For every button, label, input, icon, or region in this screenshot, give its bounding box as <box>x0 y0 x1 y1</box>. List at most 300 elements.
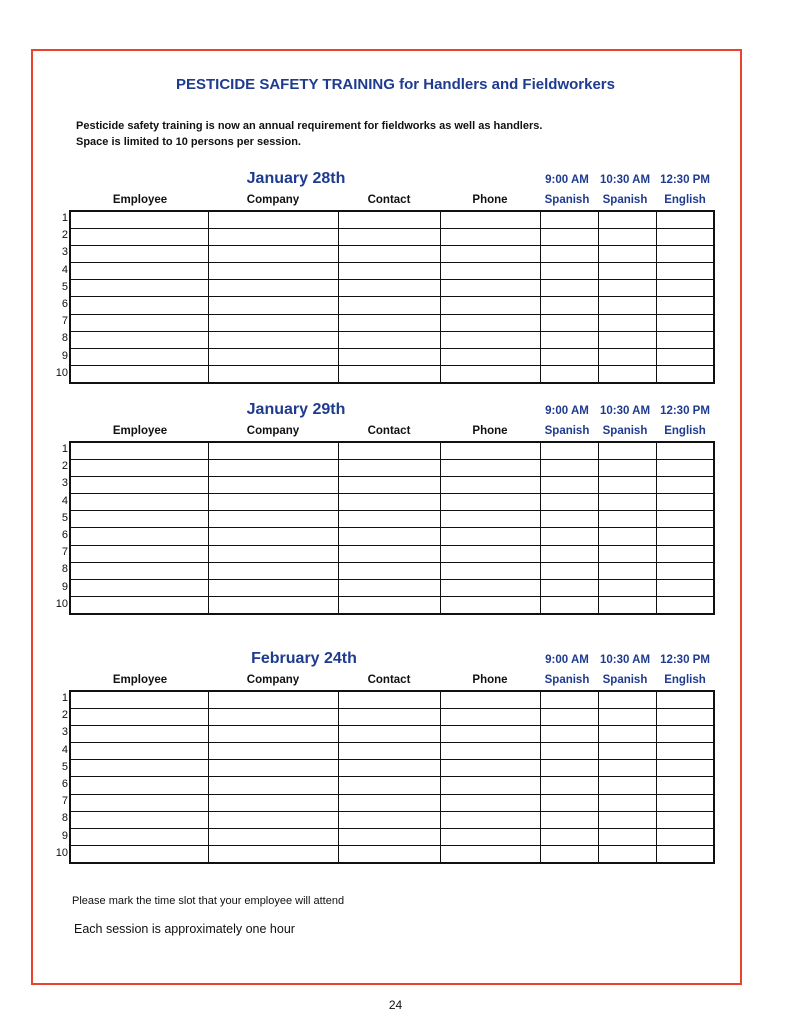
employee-cell[interactable] <box>70 580 208 597</box>
column-header-company: Company <box>246 194 300 206</box>
slot-time: 10:30 AM <box>599 405 651 417</box>
signup-table <box>69 690 715 864</box>
phone-cell[interactable] <box>440 459 540 476</box>
slot-2-cell[interactable] <box>598 211 656 228</box>
slot-2-cell[interactable] <box>598 708 656 725</box>
slot-2-cell[interactable] <box>598 811 656 828</box>
table-row <box>70 725 714 742</box>
employee-cell[interactable] <box>70 511 208 528</box>
employee-cell[interactable] <box>70 562 208 579</box>
slot-3-cell[interactable] <box>656 743 714 760</box>
company-cell[interactable] <box>208 245 338 262</box>
slot-1-cell[interactable] <box>540 297 598 314</box>
slot-1-cell[interactable] <box>540 511 598 528</box>
slot-3-cell[interactable] <box>656 280 714 297</box>
company-cell[interactable] <box>208 511 338 528</box>
slot-2-cell[interactable] <box>598 846 656 863</box>
employee-cell[interactable] <box>70 545 208 562</box>
employee-cell[interactable] <box>70 442 208 459</box>
slot-1-cell[interactable] <box>540 708 598 725</box>
column-header-phone: Phone <box>472 194 508 206</box>
phone-cell[interactable] <box>440 743 540 760</box>
slot-2-cell[interactable] <box>598 476 656 493</box>
slot-2-cell[interactable] <box>598 597 656 614</box>
slot-1-cell[interactable] <box>540 528 598 545</box>
contact-cell[interactable] <box>338 494 440 511</box>
slot-2-cell[interactable] <box>598 228 656 245</box>
slot-2-cell[interactable] <box>598 366 656 383</box>
slot-1-cell[interactable] <box>540 777 598 794</box>
column-header-contact: Contact <box>367 194 411 206</box>
row-number: 4 <box>61 743 68 756</box>
slot-1-cell[interactable] <box>540 743 598 760</box>
slot-language: Spanish <box>602 194 648 206</box>
phone-cell[interactable] <box>440 263 540 280</box>
employee-cell[interactable] <box>70 476 208 493</box>
session-date: February 24th <box>251 650 357 667</box>
company-cell[interactable] <box>208 597 338 614</box>
slot-2-cell[interactable] <box>598 562 656 579</box>
slot-3-cell[interactable] <box>656 314 714 331</box>
column-header-company: Company <box>246 674 300 686</box>
company-cell[interactable] <box>208 297 338 314</box>
slot-3-cell[interactable] <box>656 725 714 742</box>
row-number: 7 <box>61 795 68 808</box>
slot-1-cell[interactable] <box>540 811 598 828</box>
row-number: 9 <box>61 349 68 362</box>
document-title: PESTICIDE SAFETY TRAINING for Handlers and Fieldworkers <box>176 76 615 93</box>
contact-cell[interactable] <box>338 528 440 545</box>
slot-1-cell[interactable] <box>540 349 598 366</box>
slot-time: 10:30 AM <box>599 654 651 666</box>
company-cell[interactable] <box>208 494 338 511</box>
slot-time: 9:00 AM <box>545 654 589 666</box>
intro-text <box>76 118 542 150</box>
company-cell[interactable] <box>208 545 338 562</box>
employee-cell[interactable] <box>70 245 208 262</box>
slot-1-cell[interactable] <box>540 760 598 777</box>
row-number: 3 <box>61 726 68 739</box>
slot-2-cell[interactable] <box>598 760 656 777</box>
column-header-employee: Employee <box>112 674 168 686</box>
phone-cell[interactable] <box>440 228 540 245</box>
company-cell[interactable] <box>208 562 338 579</box>
slot-3-cell[interactable] <box>656 263 714 280</box>
employee-cell[interactable] <box>70 725 208 742</box>
column-header-contact: Contact <box>367 425 411 437</box>
employee-cell[interactable] <box>70 349 208 366</box>
employee-cell[interactable] <box>70 366 208 383</box>
company-cell[interactable] <box>208 349 338 366</box>
contact-cell[interactable] <box>338 545 440 562</box>
slot-3-cell[interactable] <box>656 580 714 597</box>
contact-cell[interactable] <box>338 829 440 846</box>
table-row <box>70 777 714 794</box>
phone-cell[interactable] <box>440 691 540 708</box>
slot-language: Spanish <box>544 425 590 437</box>
slot-3-cell[interactable] <box>656 811 714 828</box>
contact-cell[interactable] <box>338 846 440 863</box>
contact-cell[interactable] <box>338 811 440 828</box>
phone-cell[interactable] <box>440 280 540 297</box>
row-number: 3 <box>61 246 68 259</box>
employee-cell[interactable] <box>70 280 208 297</box>
slot-language: Spanish <box>544 194 590 206</box>
slot-language: English <box>664 194 706 206</box>
slot-1-cell[interactable] <box>540 280 598 297</box>
slot-3-cell[interactable] <box>656 442 714 459</box>
slot-2-cell[interactable] <box>598 829 656 846</box>
company-cell[interactable] <box>208 314 338 331</box>
slot-2-cell[interactable] <box>598 263 656 280</box>
phone-cell[interactable] <box>440 708 540 725</box>
phone-cell[interactable] <box>440 811 540 828</box>
slot-time: 12:30 PM <box>660 405 710 417</box>
slot-3-cell[interactable] <box>656 760 714 777</box>
slot-1-cell[interactable] <box>540 263 598 280</box>
company-cell[interactable] <box>208 459 338 476</box>
row-numbers <box>48 441 68 613</box>
row-number: 2 <box>61 709 68 722</box>
table-row <box>70 263 714 280</box>
slot-2-cell[interactable] <box>598 743 656 760</box>
contact-cell[interactable] <box>338 511 440 528</box>
slot-1-cell[interactable] <box>540 829 598 846</box>
row-number: 8 <box>61 563 68 576</box>
table-row <box>70 580 714 597</box>
employee-cell[interactable] <box>70 263 208 280</box>
employee-cell[interactable] <box>70 597 208 614</box>
slot-2-cell[interactable] <box>598 494 656 511</box>
company-cell[interactable] <box>208 691 338 708</box>
company-cell[interactable] <box>208 366 338 383</box>
contact-cell[interactable] <box>338 743 440 760</box>
table-row <box>70 545 714 562</box>
table-row <box>70 442 714 459</box>
slot-language: Spanish <box>602 425 648 437</box>
signup-table <box>69 210 715 384</box>
employee-cell[interactable] <box>70 777 208 794</box>
contact-cell[interactable] <box>338 297 440 314</box>
contact-cell[interactable] <box>338 280 440 297</box>
phone-cell[interactable] <box>440 829 540 846</box>
row-number: 4 <box>61 263 68 276</box>
slot-1-cell[interactable] <box>540 545 598 562</box>
slot-2-cell[interactable] <box>598 777 656 794</box>
phone-cell[interactable] <box>440 562 540 579</box>
slot-1-cell[interactable] <box>540 314 598 331</box>
phone-cell[interactable] <box>440 528 540 545</box>
row-number: 2 <box>61 229 68 242</box>
column-header-phone: Phone <box>472 674 508 686</box>
contact-cell[interactable] <box>338 794 440 811</box>
contact-cell[interactable] <box>338 725 440 742</box>
table-row <box>70 760 714 777</box>
slot-2-cell[interactable] <box>598 297 656 314</box>
slot-1-cell[interactable] <box>540 691 598 708</box>
slot-2-cell[interactable] <box>598 794 656 811</box>
employee-cell[interactable] <box>70 211 208 228</box>
row-number: 10 <box>55 366 68 379</box>
contact-cell[interactable] <box>338 597 440 614</box>
slot-3-cell[interactable] <box>656 494 714 511</box>
company-cell[interactable] <box>208 708 338 725</box>
slot-1-cell[interactable] <box>540 442 598 459</box>
contact-cell[interactable] <box>338 245 440 262</box>
contact-cell[interactable] <box>338 263 440 280</box>
company-cell[interactable] <box>208 829 338 846</box>
slot-1-cell[interactable] <box>540 245 598 262</box>
company-cell[interactable] <box>208 211 338 228</box>
slot-3-cell[interactable] <box>656 476 714 493</box>
slot-1-cell[interactable] <box>540 228 598 245</box>
slot-1-cell[interactable] <box>540 725 598 742</box>
contact-cell[interactable] <box>338 580 440 597</box>
contact-cell[interactable] <box>338 366 440 383</box>
slot-3-cell[interactable] <box>656 366 714 383</box>
company-cell[interactable] <box>208 846 338 863</box>
phone-cell[interactable] <box>440 494 540 511</box>
slot-1-cell[interactable] <box>540 459 598 476</box>
slot-3-cell[interactable] <box>656 777 714 794</box>
employee-cell[interactable] <box>70 846 208 863</box>
company-cell[interactable] <box>208 263 338 280</box>
contact-cell[interactable] <box>338 314 440 331</box>
slot-2-cell[interactable] <box>598 725 656 742</box>
employee-cell[interactable] <box>70 314 208 331</box>
column-header-contact: Contact <box>367 674 411 686</box>
signup-section <box>0 170 791 390</box>
table-row <box>70 528 714 545</box>
employee-cell[interactable] <box>70 743 208 760</box>
slot-3-cell[interactable] <box>656 545 714 562</box>
slot-language: English <box>664 674 706 686</box>
slot-3-cell[interactable] <box>656 211 714 228</box>
phone-cell[interactable] <box>440 442 540 459</box>
slot-2-cell[interactable] <box>598 528 656 545</box>
phone-cell[interactable] <box>440 476 540 493</box>
row-number: 8 <box>61 332 68 345</box>
slot-2-cell[interactable] <box>598 349 656 366</box>
slot-1-cell[interactable] <box>540 562 598 579</box>
employee-cell[interactable] <box>70 691 208 708</box>
phone-cell[interactable] <box>440 331 540 348</box>
slot-1-cell[interactable] <box>540 580 598 597</box>
employee-cell[interactable] <box>70 297 208 314</box>
employee-cell[interactable] <box>70 794 208 811</box>
slot-3-cell[interactable] <box>656 511 714 528</box>
row-number: 6 <box>61 297 68 310</box>
slot-3-cell[interactable] <box>656 228 714 245</box>
company-cell[interactable] <box>208 331 338 348</box>
table-row <box>70 511 714 528</box>
employee-cell[interactable] <box>70 528 208 545</box>
slot-3-cell[interactable] <box>656 331 714 348</box>
contact-cell[interactable] <box>338 562 440 579</box>
row-number: 1 <box>61 443 68 455</box>
phone-cell[interactable] <box>440 211 540 228</box>
slot-time: 10:30 AM <box>599 174 651 186</box>
row-number: 5 <box>61 511 68 524</box>
table-row <box>70 476 714 493</box>
phone-cell[interactable] <box>440 314 540 331</box>
contact-cell[interactable] <box>338 691 440 708</box>
column-header-phone: Phone <box>472 425 508 437</box>
slot-1-cell[interactable] <box>540 476 598 493</box>
signup-table <box>69 441 715 615</box>
slot-1-cell[interactable] <box>540 211 598 228</box>
row-number: 9 <box>61 580 68 593</box>
table-row <box>70 743 714 760</box>
row-number: 4 <box>61 494 68 507</box>
slot-3-cell[interactable] <box>656 528 714 545</box>
row-number: 10 <box>55 846 68 859</box>
table-row <box>70 829 714 846</box>
phone-cell[interactable] <box>440 580 540 597</box>
phone-cell[interactable] <box>440 349 540 366</box>
slot-3-cell[interactable] <box>656 846 714 863</box>
phone-cell[interactable] <box>440 511 540 528</box>
slot-3-cell[interactable] <box>656 349 714 366</box>
slot-1-cell[interactable] <box>540 597 598 614</box>
contact-cell[interactable] <box>338 476 440 493</box>
column-header-employee: Employee <box>112 194 168 206</box>
row-number: 8 <box>61 812 68 825</box>
slot-time: 9:00 AM <box>545 174 589 186</box>
slot-2-cell[interactable] <box>598 280 656 297</box>
slot-3-cell[interactable] <box>656 562 714 579</box>
contact-cell[interactable] <box>338 708 440 725</box>
slot-1-cell[interactable] <box>540 366 598 383</box>
company-cell[interactable] <box>208 476 338 493</box>
slot-3-cell[interactable] <box>656 297 714 314</box>
row-number: 7 <box>61 315 68 328</box>
phone-cell[interactable] <box>440 545 540 562</box>
table-row <box>70 459 714 476</box>
table-row <box>70 811 714 828</box>
contact-cell[interactable] <box>338 459 440 476</box>
slot-1-cell[interactable] <box>540 494 598 511</box>
phone-cell[interactable] <box>440 846 540 863</box>
row-number: 6 <box>61 777 68 790</box>
company-cell[interactable] <box>208 280 338 297</box>
contact-cell[interactable] <box>338 349 440 366</box>
company-cell[interactable] <box>208 725 338 742</box>
slot-3-cell[interactable] <box>656 794 714 811</box>
contact-cell[interactable] <box>338 760 440 777</box>
slot-3-cell[interactable] <box>656 597 714 614</box>
slot-2-cell[interactable] <box>598 245 656 262</box>
slot-2-cell[interactable] <box>598 580 656 597</box>
phone-cell[interactable] <box>440 725 540 742</box>
slot-2-cell[interactable] <box>598 545 656 562</box>
employee-cell[interactable] <box>70 760 208 777</box>
column-header-company: Company <box>246 425 300 437</box>
row-number: 1 <box>61 692 68 704</box>
contact-cell[interactable] <box>338 228 440 245</box>
company-cell[interactable] <box>208 442 338 459</box>
slot-2-cell[interactable] <box>598 331 656 348</box>
contact-cell[interactable] <box>338 331 440 348</box>
session-duration-note: Each session is approximately one hour <box>74 922 295 936</box>
table-row <box>70 597 714 614</box>
company-cell[interactable] <box>208 528 338 545</box>
slot-3-cell[interactable] <box>656 691 714 708</box>
employee-cell[interactable] <box>70 494 208 511</box>
slot-1-cell[interactable] <box>540 794 598 811</box>
company-cell[interactable] <box>208 777 338 794</box>
contact-cell[interactable] <box>338 442 440 459</box>
slot-3-cell[interactable] <box>656 459 714 476</box>
slot-2-cell[interactable] <box>598 511 656 528</box>
slot-time: 12:30 PM <box>660 654 710 666</box>
session-date: January 29th <box>246 401 346 418</box>
table-row <box>70 846 714 863</box>
slot-1-cell[interactable] <box>540 846 598 863</box>
slot-2-cell[interactable] <box>598 691 656 708</box>
phone-cell[interactable] <box>440 794 540 811</box>
slot-1-cell[interactable] <box>540 331 598 348</box>
employee-cell[interactable] <box>70 811 208 828</box>
slot-2-cell[interactable] <box>598 314 656 331</box>
employee-cell[interactable] <box>70 331 208 348</box>
phone-cell[interactable] <box>440 760 540 777</box>
row-numbers <box>48 210 68 382</box>
company-cell[interactable] <box>208 743 338 760</box>
slot-3-cell[interactable] <box>656 245 714 262</box>
slot-2-cell[interactable] <box>598 459 656 476</box>
table-row <box>70 366 714 383</box>
company-cell[interactable] <box>208 760 338 777</box>
table-row <box>70 211 714 228</box>
slot-3-cell[interactable] <box>656 708 714 725</box>
table-row <box>70 297 714 314</box>
table-row <box>70 314 714 331</box>
slot-3-cell[interactable] <box>656 829 714 846</box>
slot-2-cell[interactable] <box>598 442 656 459</box>
employee-cell[interactable] <box>70 459 208 476</box>
contact-cell[interactable] <box>338 777 440 794</box>
row-number: 9 <box>61 829 68 842</box>
table-row <box>70 708 714 725</box>
company-cell[interactable] <box>208 794 338 811</box>
phone-cell[interactable] <box>440 777 540 794</box>
employee-cell[interactable] <box>70 829 208 846</box>
company-cell[interactable] <box>208 811 338 828</box>
slot-language: Spanish <box>544 674 590 686</box>
table-row <box>70 331 714 348</box>
employee-cell[interactable] <box>70 708 208 725</box>
row-number: 10 <box>55 597 68 610</box>
row-number: 7 <box>61 546 68 559</box>
slot-language: Spanish <box>602 674 648 686</box>
session-date: January 28th <box>246 170 346 187</box>
phone-cell[interactable] <box>440 597 540 614</box>
row-number: 2 <box>61 460 68 473</box>
contact-cell[interactable] <box>338 211 440 228</box>
phone-cell[interactable] <box>440 245 540 262</box>
row-number: 3 <box>61 477 68 490</box>
phone-cell[interactable] <box>440 297 540 314</box>
company-cell[interactable] <box>208 580 338 597</box>
table-row <box>70 245 714 262</box>
company-cell[interactable] <box>208 228 338 245</box>
employee-cell[interactable] <box>70 228 208 245</box>
row-number: 5 <box>61 280 68 293</box>
phone-cell[interactable] <box>440 366 540 383</box>
table-row <box>70 280 714 297</box>
row-number: 6 <box>61 528 68 541</box>
